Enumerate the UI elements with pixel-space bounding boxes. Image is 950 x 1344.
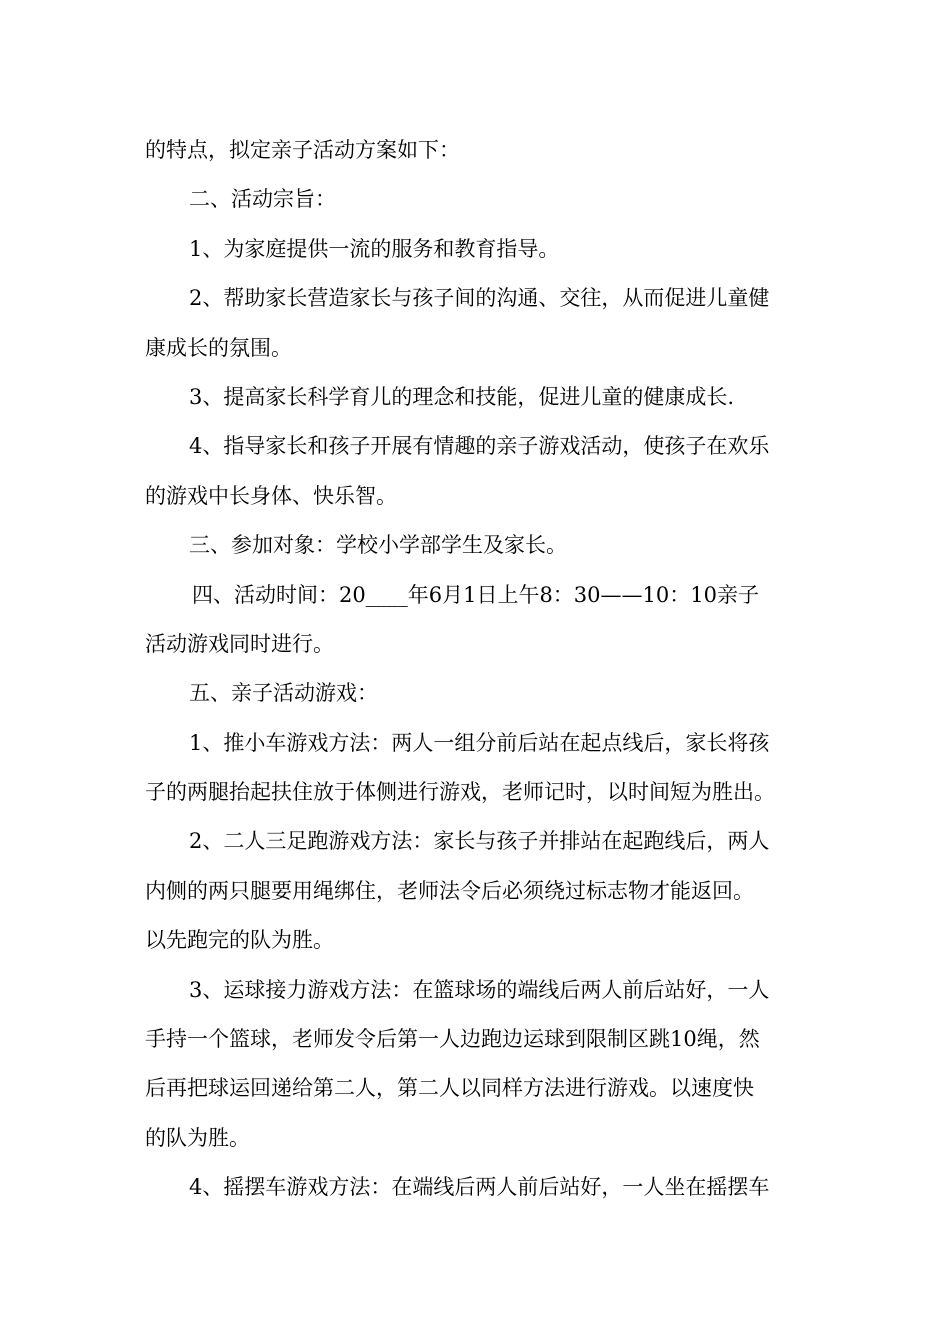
- text-line: 3、运球接力游戏方法：在篮球场的端线后两人前后站好，一人: [189, 977, 770, 1002]
- text-line: 的特点，拟定亲子活动方案如下：: [145, 138, 460, 162]
- section-heading: 三、参加对象：学校小学部学生及家长。: [189, 533, 567, 558]
- text-line: 的游戏中长身体、快乐智。: [145, 483, 397, 508]
- text-line: 2、帮助家长营造家长与孩子间的沟通、交往，从而促进儿童健: [189, 286, 770, 311]
- text-line: 的队为胜。: [145, 1125, 250, 1150]
- text-line: 后再把球运回递给第二人，第二人以同样方法进行游戏。以速度快: [145, 1076, 754, 1101]
- text-line: 内侧的两只腿要用绳绑住，老师法令后必须绕过标志物才能返回。: [145, 878, 754, 903]
- text-line: 2、二人三足跑游戏方法：家长与孩子并排站在起跑线后，两人: [189, 829, 770, 854]
- section-heading: 四、活动时间：20____年6月1日上午8：30——10：10亲子: [192, 582, 759, 607]
- text-line: 1、推小车游戏方法：两人一组分前后站在起点线后，家长将孩: [189, 730, 770, 755]
- text-line: 以先跑完的队为胜。: [145, 928, 334, 953]
- text-line: 手持一个篮球，老师发令后第一人边跑边运球到限制区跳10绳，然: [145, 1027, 760, 1052]
- document-body: [145, 126, 807, 1213]
- section-heading: 五、亲子活动游戏：: [189, 681, 378, 706]
- text-line: 活动游戏同时进行。: [145, 631, 334, 656]
- text-line: 康成长的氛围。: [145, 335, 292, 360]
- text-line: 3、提高家长科学育儿的理念和技能，促进儿童的健康成长.: [189, 384, 735, 409]
- section-heading: 二、活动宗旨：: [189, 187, 336, 212]
- text-line: 4、摇摆车游戏方法：在端线后两人前后站好，一人坐在摇摆车: [189, 1175, 770, 1200]
- text-line: 1、为家庭提供一流的服务和教育指导。: [189, 236, 560, 261]
- text-line: 子的两腿抬起扶住放于体侧进行游戏，老师记时，以时间短为胜出。: [145, 780, 775, 805]
- text-line: 4、指导家长和孩子开展有情趣的亲子游戏活动，使孩子在欢乐: [189, 434, 770, 459]
